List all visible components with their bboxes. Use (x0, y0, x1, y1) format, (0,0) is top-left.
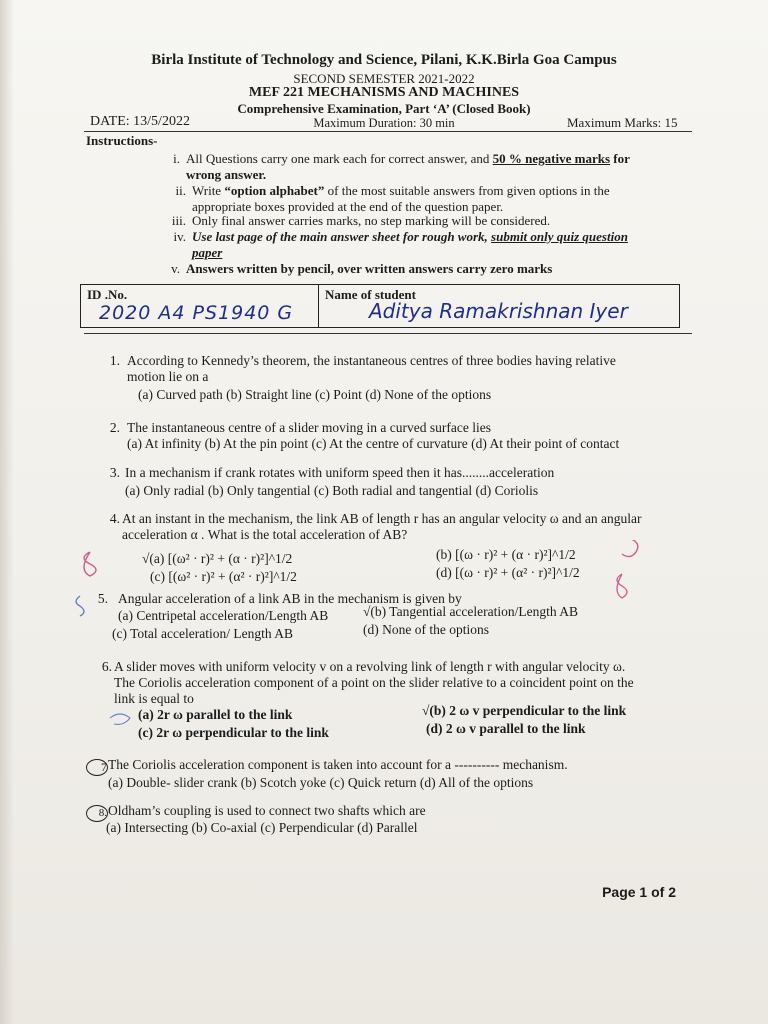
question-text: acceleration α . What is the total acceleration of AB? (122, 527, 408, 542)
question-number: 2. (109, 420, 120, 435)
box-divider (318, 285, 319, 327)
exam-type: Comprehensive Examination, Part ‘A’ (Closed Book) (237, 101, 531, 116)
negative-marks-emphasis: 50 % negative marks (492, 151, 611, 166)
question-text: A slider moves with uniform velocity v on a revolving link of length r with angular velocity ω. (114, 659, 626, 674)
option-a: (a) 2r ω parallel to the link (138, 707, 293, 722)
instruction-text-cont: wrong answer. (186, 167, 267, 182)
question-text: The Coriolis acceleration component is taken into account for a ---------- mechanism. (108, 757, 568, 772)
question-number: 7 (86, 759, 108, 776)
question-text: According to Kennedy’s theorem, the instantaneous centres of three bodies having relative (127, 353, 616, 368)
name-field[interactable]: Aditya Ramakrishnan Iyer (369, 299, 628, 323)
page-number: Page 1 of 2 (602, 884, 676, 900)
id-label: ID .No. (87, 287, 128, 302)
pen-marks (60, 540, 700, 740)
option-a: √(a) [(ω² · r)² + (α · r)²]^1/2 (142, 551, 293, 566)
option-c: (c) Total acceleration/ Length AB (112, 626, 293, 641)
exam-date: DATE: 13/5/2022 (90, 114, 190, 129)
question-options: (a) Only radial (b) Only tangential (c) Both radial and tangential (d) Coriolis (125, 483, 539, 498)
max-marks: Maximum Marks: 15 (567, 115, 678, 130)
question-text: Angular acceleration of a link AB in the mechanism is given by (118, 591, 462, 606)
pink-scribble (84, 552, 96, 576)
question-number: 6. (101, 659, 112, 674)
course-title: MEF 221 MECHANISMS AND MACHINES (248, 85, 520, 100)
student-info-box (80, 284, 680, 328)
pink-scribble (617, 574, 627, 598)
instruction-number: iv. (173, 229, 186, 244)
option-b: √(b) Tangential acceleration/Length AB (363, 604, 579, 619)
question-text: At an instant in the mechanism, the link AB of length r has an angular velocity ω and an angular (122, 511, 642, 526)
question-text: link is equal to (114, 691, 194, 706)
question-number: 5. (97, 591, 108, 606)
section-divider (84, 333, 692, 334)
semester: SECOND SEMESTER 2021-2022 (293, 71, 475, 86)
question-options: (a) Intersecting (b) Co-axial (c) Perpendicular (d) Parallel (106, 820, 418, 835)
option-d: (d) [(ω · r)² + (α² · r)²]^1/2 (436, 565, 580, 580)
exam-duration: Maximum Duration: 30 min (313, 116, 455, 130)
instruction-text (192, 229, 628, 245)
question-number: 1. (109, 353, 120, 368)
question-text: Oldham’s coupling is used to connect two shafts which are (108, 803, 426, 818)
question-number: 3. (109, 465, 120, 480)
option-b: (b) [(ω · r)² + (α · r)²]^1/2 (436, 547, 576, 562)
instruction-text: Answers written by pencil, over written answers carry zero marks (186, 261, 553, 276)
question-text: In a mechanism if crank rotates with uniform speed then it has........acceleration (125, 465, 555, 480)
instruction-text (192, 183, 610, 199)
question-text: motion lie on a (127, 369, 209, 384)
question-text: The Coriolis acceleration component of a point on the slider relative to a coincident point on the (114, 675, 634, 690)
instruction-text-part: of the most suitable answers from given options in the (324, 183, 610, 198)
id-field[interactable]: 2020 A4 PS1940 G (99, 302, 294, 324)
instruction-emphasis: submit only quiz question (491, 229, 628, 244)
option-b: √(b) 2 ω v perpendicular to the link (422, 703, 627, 718)
pink-scribble (622, 540, 638, 557)
instructions-heading: Instructions- (86, 133, 158, 148)
question-text: The instantaneous centre of a slider moving in a curved surface lies (127, 420, 491, 435)
question-options: (a) Curved path (b) Straight line (c) Point (d) None of the options (138, 387, 492, 402)
instruction-text-part: Use last page of the main answer sheet for rough work, (192, 229, 492, 244)
instruction-number: iii. (171, 213, 186, 228)
instruction-text-cont: appropriate boxes provided at the end of the question paper. (192, 199, 504, 214)
option-a: (a) Centripetal acceleration/Length AB (118, 608, 329, 623)
name-label: Name of student (325, 287, 416, 302)
instruction-number: ii. (175, 183, 186, 198)
blue-scribble (76, 596, 84, 616)
blue-scribble (110, 714, 130, 724)
instruction-text-part: for (610, 151, 630, 166)
instruction-text-part: All Questions carry one mark each for correct answer, and (186, 151, 493, 166)
instruction-text-cont: paper (192, 245, 223, 260)
instruction-emphasis: “option alphabet” (224, 183, 325, 198)
option-d: (d) 2 ω v parallel to the link (426, 721, 586, 736)
instruction-number: i. (173, 151, 180, 166)
question-options: (a) Double- slider crank (b) Scotch yoke (c) Quick return (d) All of the options (108, 775, 534, 790)
question-options: (a) At infinity (b) At the pin point (c) At the centre of curvature (d) At their point of contact (127, 436, 620, 451)
option-c: (c) [(ω² · r)² + (α² · r)²]^1/2 (150, 569, 297, 584)
option-d: (d) None of the options (363, 622, 489, 637)
instruction-text (186, 151, 630, 167)
instruction-text-part: Write (192, 183, 225, 198)
header-divider (84, 131, 692, 132)
question-number: 4. (109, 511, 120, 526)
instruction-number: v. (171, 261, 180, 276)
question-number: 8. (86, 805, 108, 822)
option-c: (c) 2r ω perpendicular to the link (138, 725, 329, 740)
institute-name: Birla Institute of Technology and Science, Pilani, K.K.Birla Goa Campus (151, 52, 617, 68)
instruction-text: Only final answer carries marks, no step marking will be considered. (192, 213, 551, 228)
